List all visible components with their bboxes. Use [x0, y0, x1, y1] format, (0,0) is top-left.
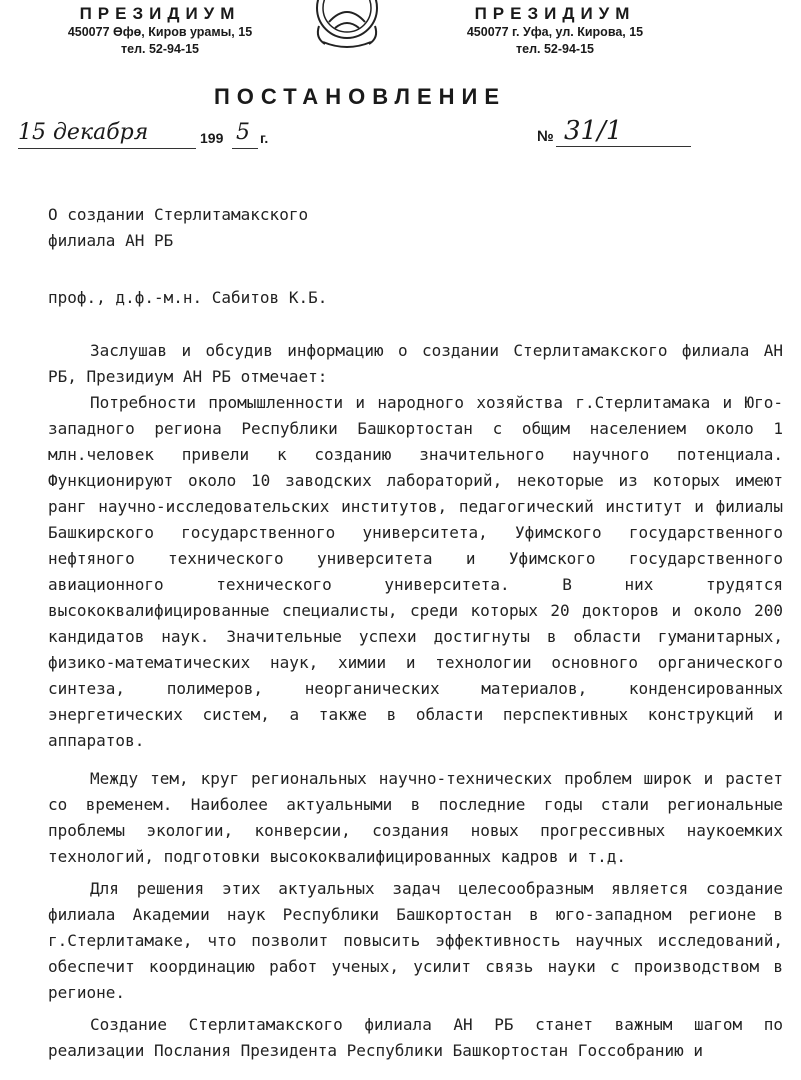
- paragraph-4: Для решения этих актуальных задач целесообразным является создание филиала Академии наук Республики Башкортостан в юго-западном регионе в г.Стерлитамаке, что позволит повысить эффективность научных исследований, обеспечит координацию работ ученых, усилит связь науки с производством в регионе.: [48, 879, 783, 1002]
- paragraph-1: Заслушав и обсудив информацию о создании Стерлитамакского филиала АН РБ, Президиум АН РБ отмечает:: [48, 341, 783, 386]
- letterhead-left: [40, 0, 280, 58]
- date-year-digit: 5: [236, 120, 250, 145]
- letterhead-left-phone: тел. 52-94-15: [121, 42, 199, 56]
- document-type-heading: ПОСТАНОВЛЕНИЕ: [213, 84, 507, 109]
- letterhead-right-address: 450077 г. Уфа, ул. Кирова, 15: [466, 25, 644, 39]
- letterhead-right-title: ПРЕЗИДИУМ: [474, 4, 636, 23]
- date-day-month-field: [18, 122, 196, 149]
- subject-line-1: О создании Стерлитамакского: [48, 205, 309, 224]
- paragraph-2: Потребности промышленности и народного хозяйства г.Стерлитамака и Юго-западного региона Республики Башкортостан с общим населением около 1 млн.человек привели к созданию значительного научного потенциала. Функционируют около 10 заводских лабораторий, некоторые из которых имеют ранг научно-исследовательских институтов, педагогический институт и филиалы Башкирского государственного университета, Уфимского государственного нефтяного технического университета и Уфимского государственного авиационного технического университета. В них трудятся высококвалифицированные специалисты, среди которых 20 докторов и около 200 кандидатов наук. Значительные успехи достигнуты в области гуманитарных, физико-математических наук, химии и технологии основного органического синтеза, полимеров, неорганических материалов, конденсированных энергетических систем, а также в области перспективных конструкций и аппаратов.: [48, 393, 783, 750]
- number-value: 31/1: [564, 116, 623, 146]
- date-year-field: [232, 122, 258, 149]
- emblem-icon: [307, 0, 387, 52]
- number-field: [556, 118, 691, 147]
- letterhead-right-phone: тел. 52-94-15: [516, 42, 594, 56]
- date-year-suffix: г.: [260, 130, 269, 146]
- number-sign: №: [537, 128, 554, 145]
- speaker: проф., д.ф.-м.н. Сабитов К.Б.: [48, 288, 328, 307]
- paragraph-3: Между тем, круг региональных научно-технических проблем широк и растет со временем. Наиболее актуальными в последние годы стали региональные проблемы экологии, конверсии, создания новых прогрессивных наукоемких технологий, подготовки высококвалифицированных кадров и т.д.: [48, 769, 783, 866]
- paragraph-5: Создание Стерлитамакского филиала АН РБ станет важным шагом по реализации Послания Президента Республики Башкортостан Госсобранию и: [48, 1015, 783, 1060]
- date-day-month: 15 декабря: [18, 120, 149, 145]
- date-year-prefix: 199: [200, 130, 224, 146]
- letterhead-left-title: ПРЕЗИДИУМ: [79, 4, 241, 23]
- letterhead-left-address: 450077 Өфө, Киров урамы, 15: [67, 25, 253, 39]
- subject-line-2: филиала АН РБ: [48, 231, 174, 250]
- letterhead-right: [440, 0, 670, 58]
- subject: [48, 202, 448, 254]
